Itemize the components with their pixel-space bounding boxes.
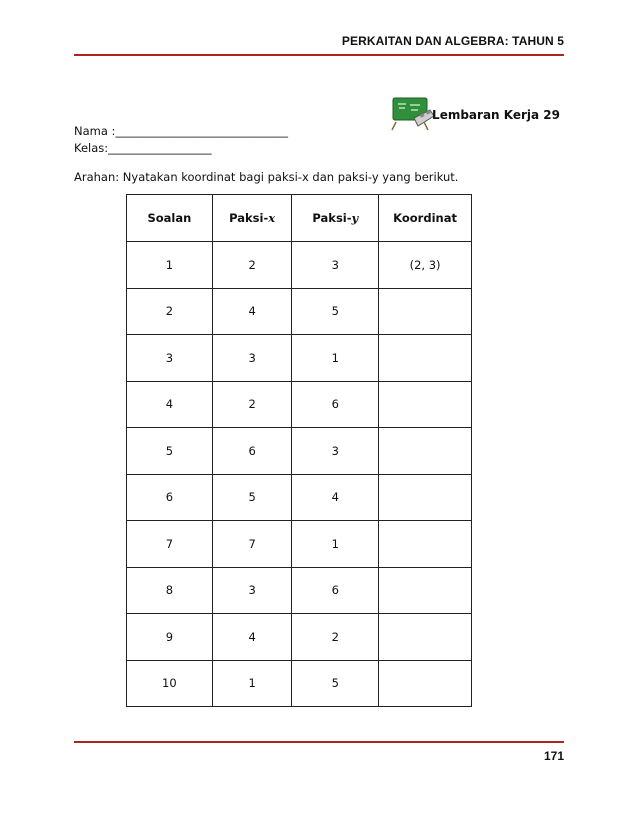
cell-y: 1 xyxy=(292,521,379,568)
cell-koordinat xyxy=(379,381,472,428)
nama-label: Nama : xyxy=(74,124,116,138)
table-row xyxy=(127,381,472,428)
cell-x: 3 xyxy=(212,567,292,614)
header-paksi-y-var: y xyxy=(351,211,359,225)
table-row xyxy=(127,614,472,661)
table-header-row xyxy=(127,195,472,242)
table-row xyxy=(127,428,472,475)
cell-x: 4 xyxy=(212,614,292,661)
cell-x: 2 xyxy=(212,381,292,428)
cell-y: 1 xyxy=(292,335,379,382)
header-paksi-y xyxy=(292,195,379,242)
header-koordinat: Koordinat xyxy=(379,195,472,242)
cell-soalan: 3 xyxy=(127,335,213,382)
table-row xyxy=(127,521,472,568)
header-paksi-y-prefix: Paksi- xyxy=(312,211,352,225)
cell-x: 4 xyxy=(212,288,292,335)
nama-blank: ______________________________ xyxy=(115,124,288,138)
cell-soalan: 4 xyxy=(127,381,213,428)
cell-koordinat xyxy=(379,335,472,382)
table-row xyxy=(127,288,472,335)
cell-koordinat xyxy=(379,288,472,335)
cell-soalan: 1 xyxy=(127,242,213,289)
footer-rule xyxy=(74,741,564,743)
table-row xyxy=(127,335,472,382)
worksheet-title: Lembaran Kerja 29 xyxy=(432,108,560,122)
cell-koordinat: (2, 3) xyxy=(379,242,472,289)
cell-y: 5 xyxy=(292,660,379,707)
cell-y: 3 xyxy=(292,428,379,475)
cell-y: 2 xyxy=(292,614,379,661)
cell-x: 2 xyxy=(212,242,292,289)
kelas-label: Kelas: xyxy=(74,141,109,155)
header-title: PERKAITAN DAN ALGEBRA: TAHUN 5 xyxy=(341,34,564,48)
page-number: 171 xyxy=(543,749,564,763)
cell-koordinat xyxy=(379,567,472,614)
instruction-text: Arahan: Nyatakan koordinat bagi paksi-x dan paksi-y yang berikut. xyxy=(74,170,459,184)
cell-y: 3 xyxy=(292,242,379,289)
cell-y: 4 xyxy=(292,474,379,521)
cell-soalan: 9 xyxy=(127,614,213,661)
table-row xyxy=(127,567,472,614)
table-row xyxy=(127,660,472,707)
header-paksi-x xyxy=(212,195,292,242)
cell-koordinat xyxy=(379,614,472,661)
header-soalan: Soalan xyxy=(127,195,213,242)
cell-x: 6 xyxy=(212,428,292,475)
cell-x: 1 xyxy=(212,660,292,707)
cell-soalan: 8 xyxy=(127,567,213,614)
header-paksi-x-prefix: Paksi- xyxy=(229,211,269,225)
header-rule xyxy=(74,54,564,56)
cell-koordinat xyxy=(379,474,472,521)
coordinate-table xyxy=(126,194,472,707)
header-paksi-x-var: x xyxy=(268,211,276,225)
kelas-field xyxy=(74,141,212,155)
cell-koordinat xyxy=(379,660,472,707)
cell-y: 6 xyxy=(292,567,379,614)
cell-soalan: 7 xyxy=(127,521,213,568)
chalkboard-icon xyxy=(390,96,436,132)
cell-soalan: 10 xyxy=(127,660,213,707)
table-row xyxy=(127,474,472,521)
cell-y: 5 xyxy=(292,288,379,335)
cell-koordinat xyxy=(379,428,472,475)
cell-soalan: 2 xyxy=(127,288,213,335)
nama-field xyxy=(74,124,288,138)
kelas-blank: __________________ xyxy=(108,141,212,155)
cell-soalan: 6 xyxy=(127,474,213,521)
cell-x: 5 xyxy=(212,474,292,521)
table-row xyxy=(127,242,472,289)
cell-soalan: 5 xyxy=(127,428,213,475)
cell-koordinat xyxy=(379,521,472,568)
cell-y: 6 xyxy=(292,381,379,428)
cell-x: 7 xyxy=(212,521,292,568)
cell-x: 3 xyxy=(212,335,292,382)
